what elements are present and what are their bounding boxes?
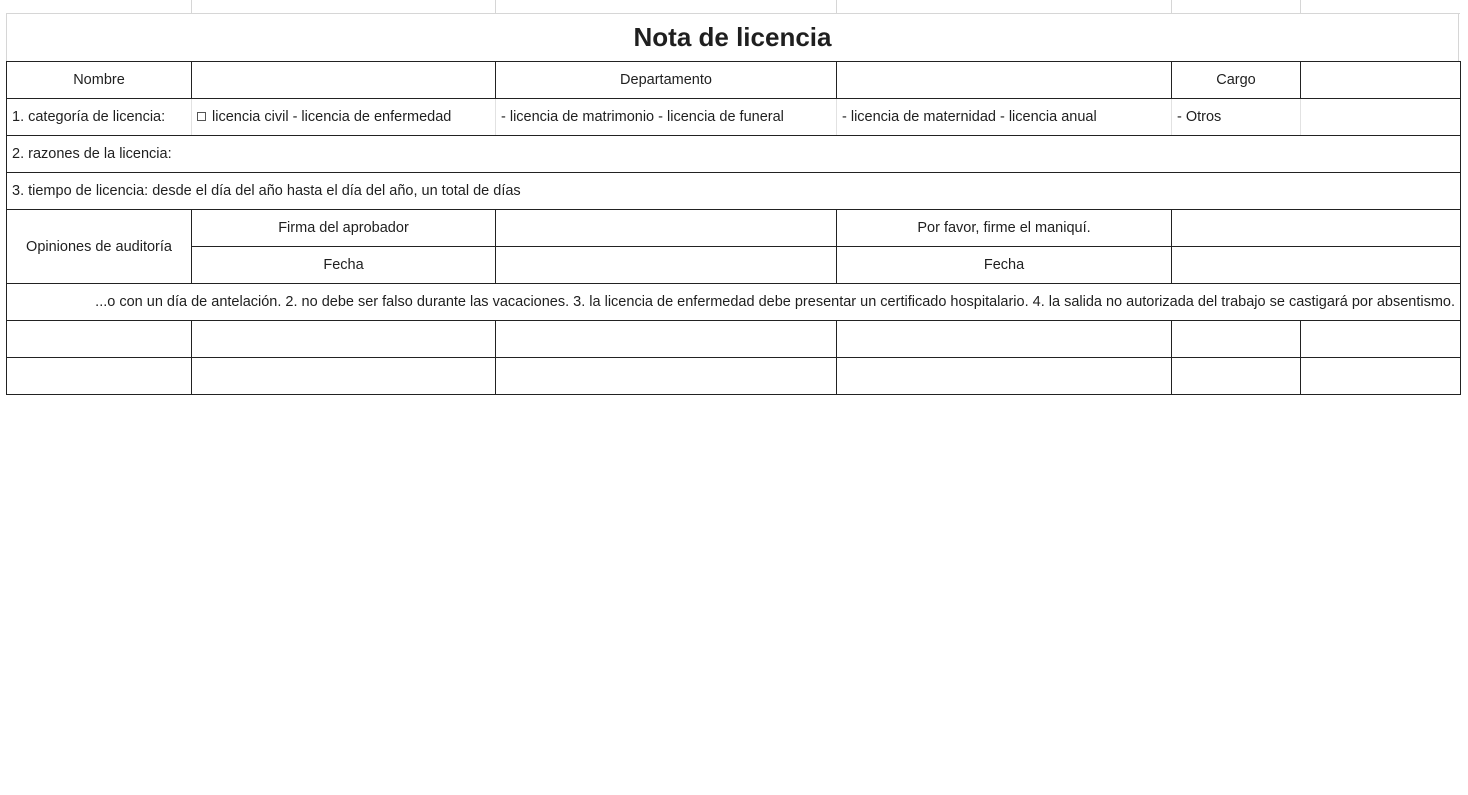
reasons-cell[interactable]: 2. razones de la licencia: — [7, 136, 1461, 173]
position-label-cell[interactable]: Cargo — [1172, 62, 1301, 99]
table-row-header — [7, 62, 1461, 99]
table-row-time — [7, 173, 1461, 210]
category-options-cell-2[interactable]: - licencia de matrimonio - licencia de funeral — [496, 99, 837, 136]
table-row-audit-1 — [7, 210, 1461, 247]
date-value-cell-2[interactable] — [1172, 247, 1461, 284]
date-value-cell-1[interactable] — [496, 247, 837, 284]
empty-cell[interactable] — [7, 321, 192, 358]
leave-form-table — [6, 61, 1461, 395]
grid-line — [1171, 0, 1172, 13]
department-value-cell[interactable] — [837, 62, 1172, 99]
name-value-cell[interactable] — [192, 62, 496, 99]
table-row-reasons — [7, 136, 1461, 173]
empty-cell[interactable] — [192, 321, 496, 358]
empty-cell[interactable] — [1172, 358, 1301, 395]
empty-cell[interactable] — [1301, 321, 1461, 358]
grid-line — [836, 0, 837, 13]
date-label-cell-1[interactable]: Fecha — [192, 247, 496, 284]
category-options-cell-3[interactable]: - licencia de maternidad - licencia anual — [837, 99, 1172, 136]
empty-cell[interactable] — [7, 358, 192, 395]
approver-signature-value-cell[interactable] — [496, 210, 837, 247]
top-partial-row — [6, 0, 1460, 14]
notice-cell[interactable] — [7, 284, 1461, 321]
position-value-cell[interactable] — [1301, 62, 1461, 99]
checkbox-icon[interactable] — [197, 112, 206, 121]
table-row-empty-1 — [7, 321, 1461, 358]
category-options-cell-1[interactable] — [192, 99, 496, 136]
empty-cell[interactable] — [192, 358, 496, 395]
department-label-cell[interactable]: Departamento — [496, 62, 837, 99]
leave-time-cell[interactable]: 3. tiempo de licencia: desde el día del año hasta el día del año, un total de días — [7, 173, 1461, 210]
notice-text: ...o con un día de antelación. 2. no debe ser falso durante las vacaciones. 3. la licencia de enfermedad debe presentar un certificado hospitalario. 4. la salida no autorizada del trabajo se castigará por absentismo. — [95, 294, 1455, 310]
grid-line — [1300, 0, 1301, 13]
category-option-text: licencia civil - licencia de enfermedad — [212, 109, 452, 125]
empty-cell[interactable] — [837, 358, 1172, 395]
empty-cell[interactable] — [1301, 358, 1461, 395]
dummy-signature-value-cell[interactable] — [1172, 210, 1461, 247]
empty-cell[interactable] — [1172, 321, 1301, 358]
form-title[interactable]: Nota de licencia — [6, 13, 1459, 61]
table-row-empty-2 — [7, 358, 1461, 395]
dummy-signature-label-cell[interactable]: Por favor, firme el maniquí. — [837, 210, 1172, 247]
category-empty-cell[interactable] — [1301, 99, 1461, 136]
grid-line — [191, 0, 192, 13]
name-label-cell[interactable]: Nombre — [7, 62, 192, 99]
table-row-audit-2 — [7, 247, 1461, 284]
audit-opinions-label-cell[interactable]: Opiniones de auditoría — [7, 210, 192, 284]
empty-cell[interactable] — [496, 358, 837, 395]
category-label-cell[interactable]: 1. categoría de licencia: — [7, 99, 192, 136]
approver-signature-label-cell[interactable]: Firma del aprobador — [192, 210, 496, 247]
date-label-cell-2[interactable]: Fecha — [837, 247, 1172, 284]
empty-cell[interactable] — [496, 321, 837, 358]
table-row-notice — [7, 284, 1461, 321]
table-row-category — [7, 99, 1461, 136]
grid-line — [495, 0, 496, 13]
category-options-cell-4[interactable]: - Otros — [1172, 99, 1301, 136]
empty-cell[interactable] — [837, 321, 1172, 358]
